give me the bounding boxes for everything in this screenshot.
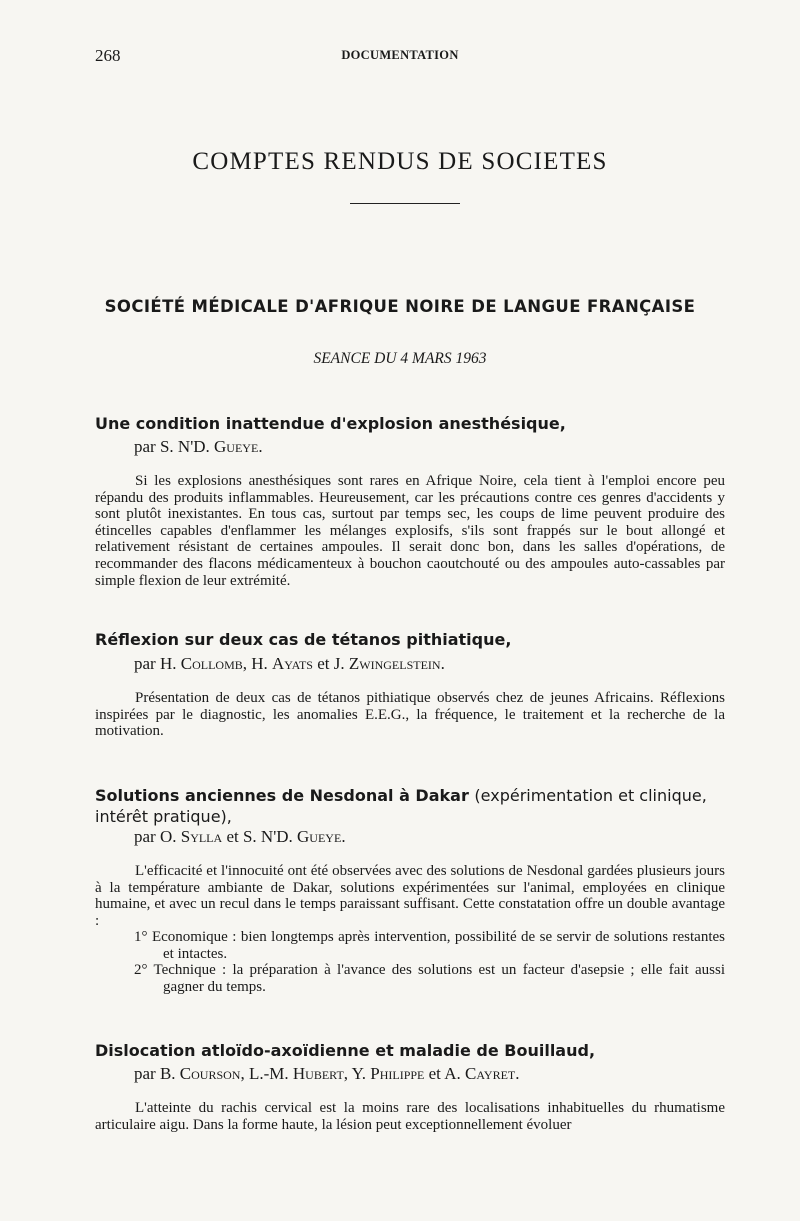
author-name: Courson: [179, 1064, 241, 1083]
author-name: Cayret: [465, 1064, 516, 1083]
page-title: COMPTES RENDUS DE SOCIETES: [192, 148, 608, 175]
running-head: DOCUMENTATION: [341, 48, 459, 62]
author-suffix: .: [258, 437, 263, 456]
author-separator: et A.: [424, 1064, 465, 1083]
author-separator: , L.-M.: [240, 1064, 293, 1083]
author-prefix: par H.: [134, 654, 181, 673]
author-separator: et S. N'D.: [222, 827, 298, 846]
article-4-authors: [134, 1064, 734, 1084]
author-name: Sylla: [180, 827, 223, 846]
list-item: 1° Economique : bien longtemps après intervention, possibilité de se servir de solutions restantes et intactes.: [134, 929, 725, 962]
author-name: Ayats: [272, 654, 313, 673]
page-number: 268: [95, 46, 121, 65]
author-suffix: .: [440, 654, 445, 673]
session-date: SEANCE DU 4 MARS 1963: [313, 350, 487, 367]
title-divider: [350, 203, 460, 204]
article-1-authors: [134, 437, 734, 457]
article-3-title-sub: (expérimentation et clinique, intérêt pratique),: [95, 786, 707, 826]
author-separator: , Y.: [343, 1064, 371, 1083]
author-prefix: par B.: [134, 1064, 180, 1083]
author-name: Gueye: [214, 437, 259, 456]
author-name: Hubert: [292, 1064, 344, 1083]
article-1-summary: Si les explosions anesthésiques sont rares en Afrique Noire, cela tient à l'emploi encore peu répandu des produits inflammables. Heureusement, car les précautions contre ces genres d'accidents y sont plutôt inexistantes. En tous cas, surtout par temps sec, les coups de lime peuvent produire des étincelles capables d'enflammer les mélanges explosifs, s'ils sont frappés sur le bout allongé et relativement résistant de certaines ampoules. Il serait donc bon, dans les salles d'opérations, de recommander des flacons médicamenteux à bouchon caoutchouté ou des ampoules auto-cassables par simple flexion de leur extrémité.: [95, 473, 725, 589]
article-3-title-main: Solutions anciennes de Nesdonal à Dakar: [95, 786, 469, 805]
article-2-summary: Présentation de deux cas de tétanos pithiatique observés chez de jeunes Africains. Réflexions inspirées par le diagnostic, les anomalies E.E.G., la fréquence, le traitement et la recherche de la motivation.: [95, 690, 725, 740]
author-suffix: .: [341, 827, 346, 846]
author-name: Gueye: [297, 827, 342, 846]
author-separator: et J.: [312, 654, 349, 673]
author-prefix: par O.: [134, 827, 181, 846]
article-4-summary: L'atteinte du rachis cervical est la moins rare des localisations inhabituelles du rhumatisme articulaire aigu. Dans la forme haute, la lésion peut exceptionnellement évoluer: [95, 1100, 725, 1133]
article-3-authors: [134, 827, 734, 847]
article-3-summary: L'efficacité et l'innocuité ont été observées avec des solutions de Nesdonal gardées plusieurs jours à la température ambiante de Dakar, solutions expérimentées sur l'animal, employées en clinique humaine, et avec un recul dans le temps paraissant suffisant. Cette constatation offre un double avantage :: [95, 863, 725, 929]
article-3-title: [95, 785, 735, 827]
article-2-authors: [134, 654, 734, 674]
society-heading: SOCIÉTÉ MÉDICALE D'AFRIQUE NOIRE DE LANGUE FRANÇAISE: [104, 297, 696, 316]
article-4-title: Dislocation atloïdo-axoïdienne et maladie de Bouillaud,: [95, 1041, 596, 1060]
article-1-title: Une condition inattendue d'explosion anesthésique,: [95, 414, 566, 433]
author-suffix: .: [515, 1064, 520, 1083]
list-item: 2° Technique : la préparation à l'avance des solutions est un facteur d'asepsie ; elle fait aussi gagner du temps.: [134, 962, 725, 995]
author-separator: , H.: [242, 654, 273, 673]
author-prefix: par S. N'D.: [134, 437, 215, 456]
author-name: Collomb: [180, 654, 243, 673]
article-2-title: Réflexion sur deux cas de tétanos pithiatique,: [95, 630, 512, 649]
author-name: Philippe: [370, 1064, 425, 1083]
author-name: Zwingelstein: [348, 654, 441, 673]
